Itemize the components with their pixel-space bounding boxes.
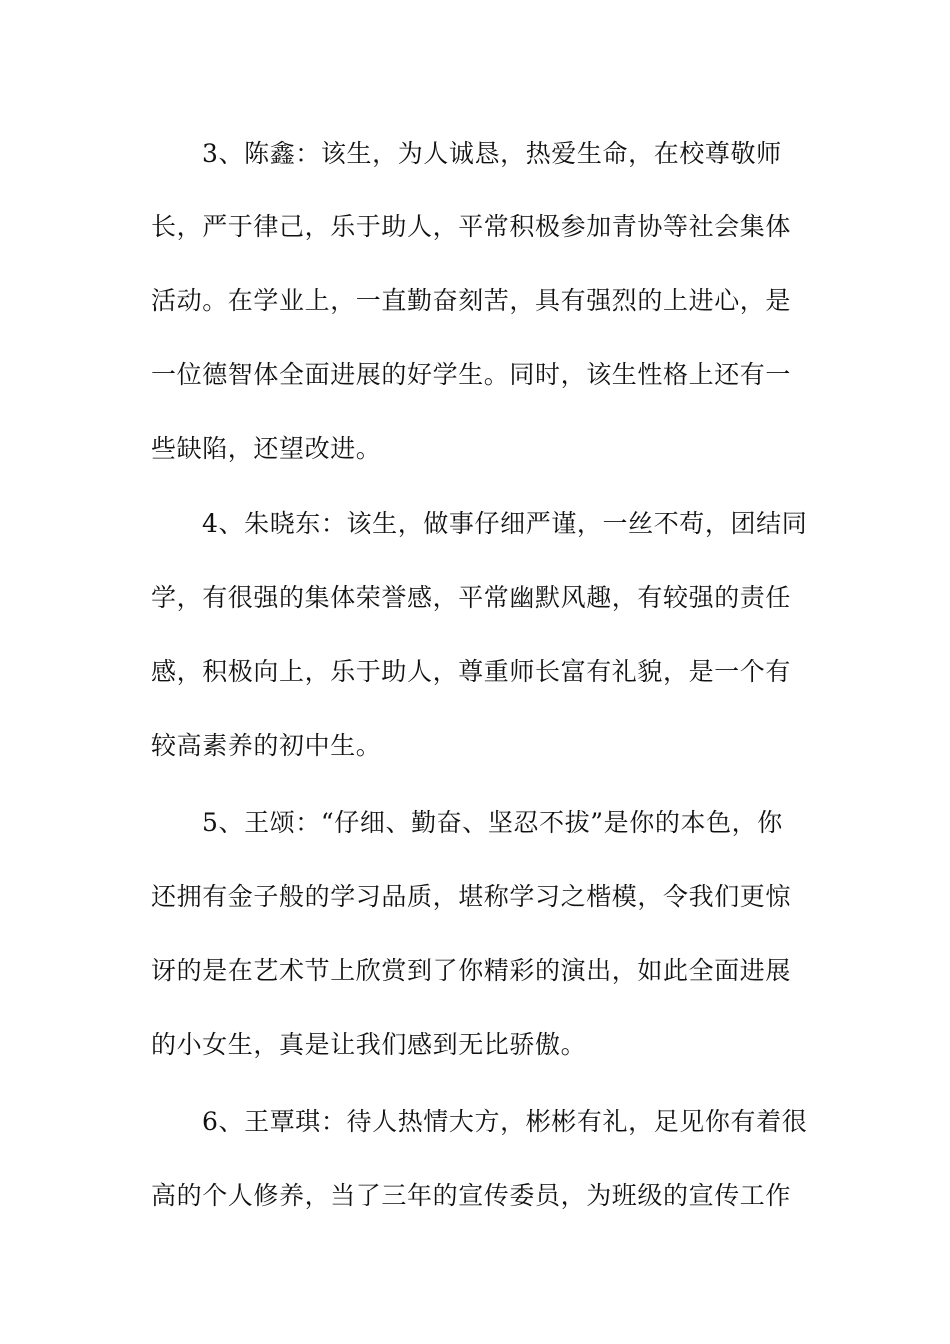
paragraph-3-line-3: 活动。在学业上，一直勤奋刻苦，具有强烈的上进心，是 [151,286,792,315]
paragraph-3-line-1: 3、陈鑫：该生，为人诚恳，热爱生命，在校尊敬师 [202,139,782,168]
paragraph-5-line-4: 的小女生，真是让我们感到无比骄傲。 [151,1030,587,1059]
paragraph-5-line-2: 还拥有金子般的学习品质，堪称学习之楷模，令我们更惊 [151,882,792,911]
paragraph-4-line-2: 学，有很强的集体荣誉感，平常幽默风趣，有较强的责任 [151,583,792,612]
paragraph-3-line-5: 些缺陷，还望改进。 [151,434,382,463]
paragraph-4-line-3: 感，积极向上，乐于助人，尊重师长富有礼貌，是一个有 [151,657,792,686]
paragraph-6-line-2: 高的个人修养，当了三年的宣传委员，为班级的宣传工作 [151,1181,792,1210]
paragraph-5-line-3: 讶的是在艺术节上欣赏到了你精彩的演出，如此全面进展 [151,956,792,985]
paragraph-6-line-1: 6、王覃琪：待人热情大方，彬彬有礼，足见你有着很 [202,1107,808,1136]
paragraph-5-line-1: 5、王颂：“仔细、勤奋、坚忍不拔”是你的本色，你 [202,808,783,837]
paragraph-3-line-4: 一位德智体全面进展的好学生。同时，该生性格上还有一 [151,360,792,389]
paragraph-4-line-1: 4、朱晓东：该生，做事仔细严谨，一丝不苟，团结同 [202,509,808,538]
paragraph-3-line-2: 长，严于律己，乐于助人，平常积极参加青协等社会集体 [151,212,792,241]
paragraph-4-line-4: 较高素养的初中生。 [151,731,382,760]
